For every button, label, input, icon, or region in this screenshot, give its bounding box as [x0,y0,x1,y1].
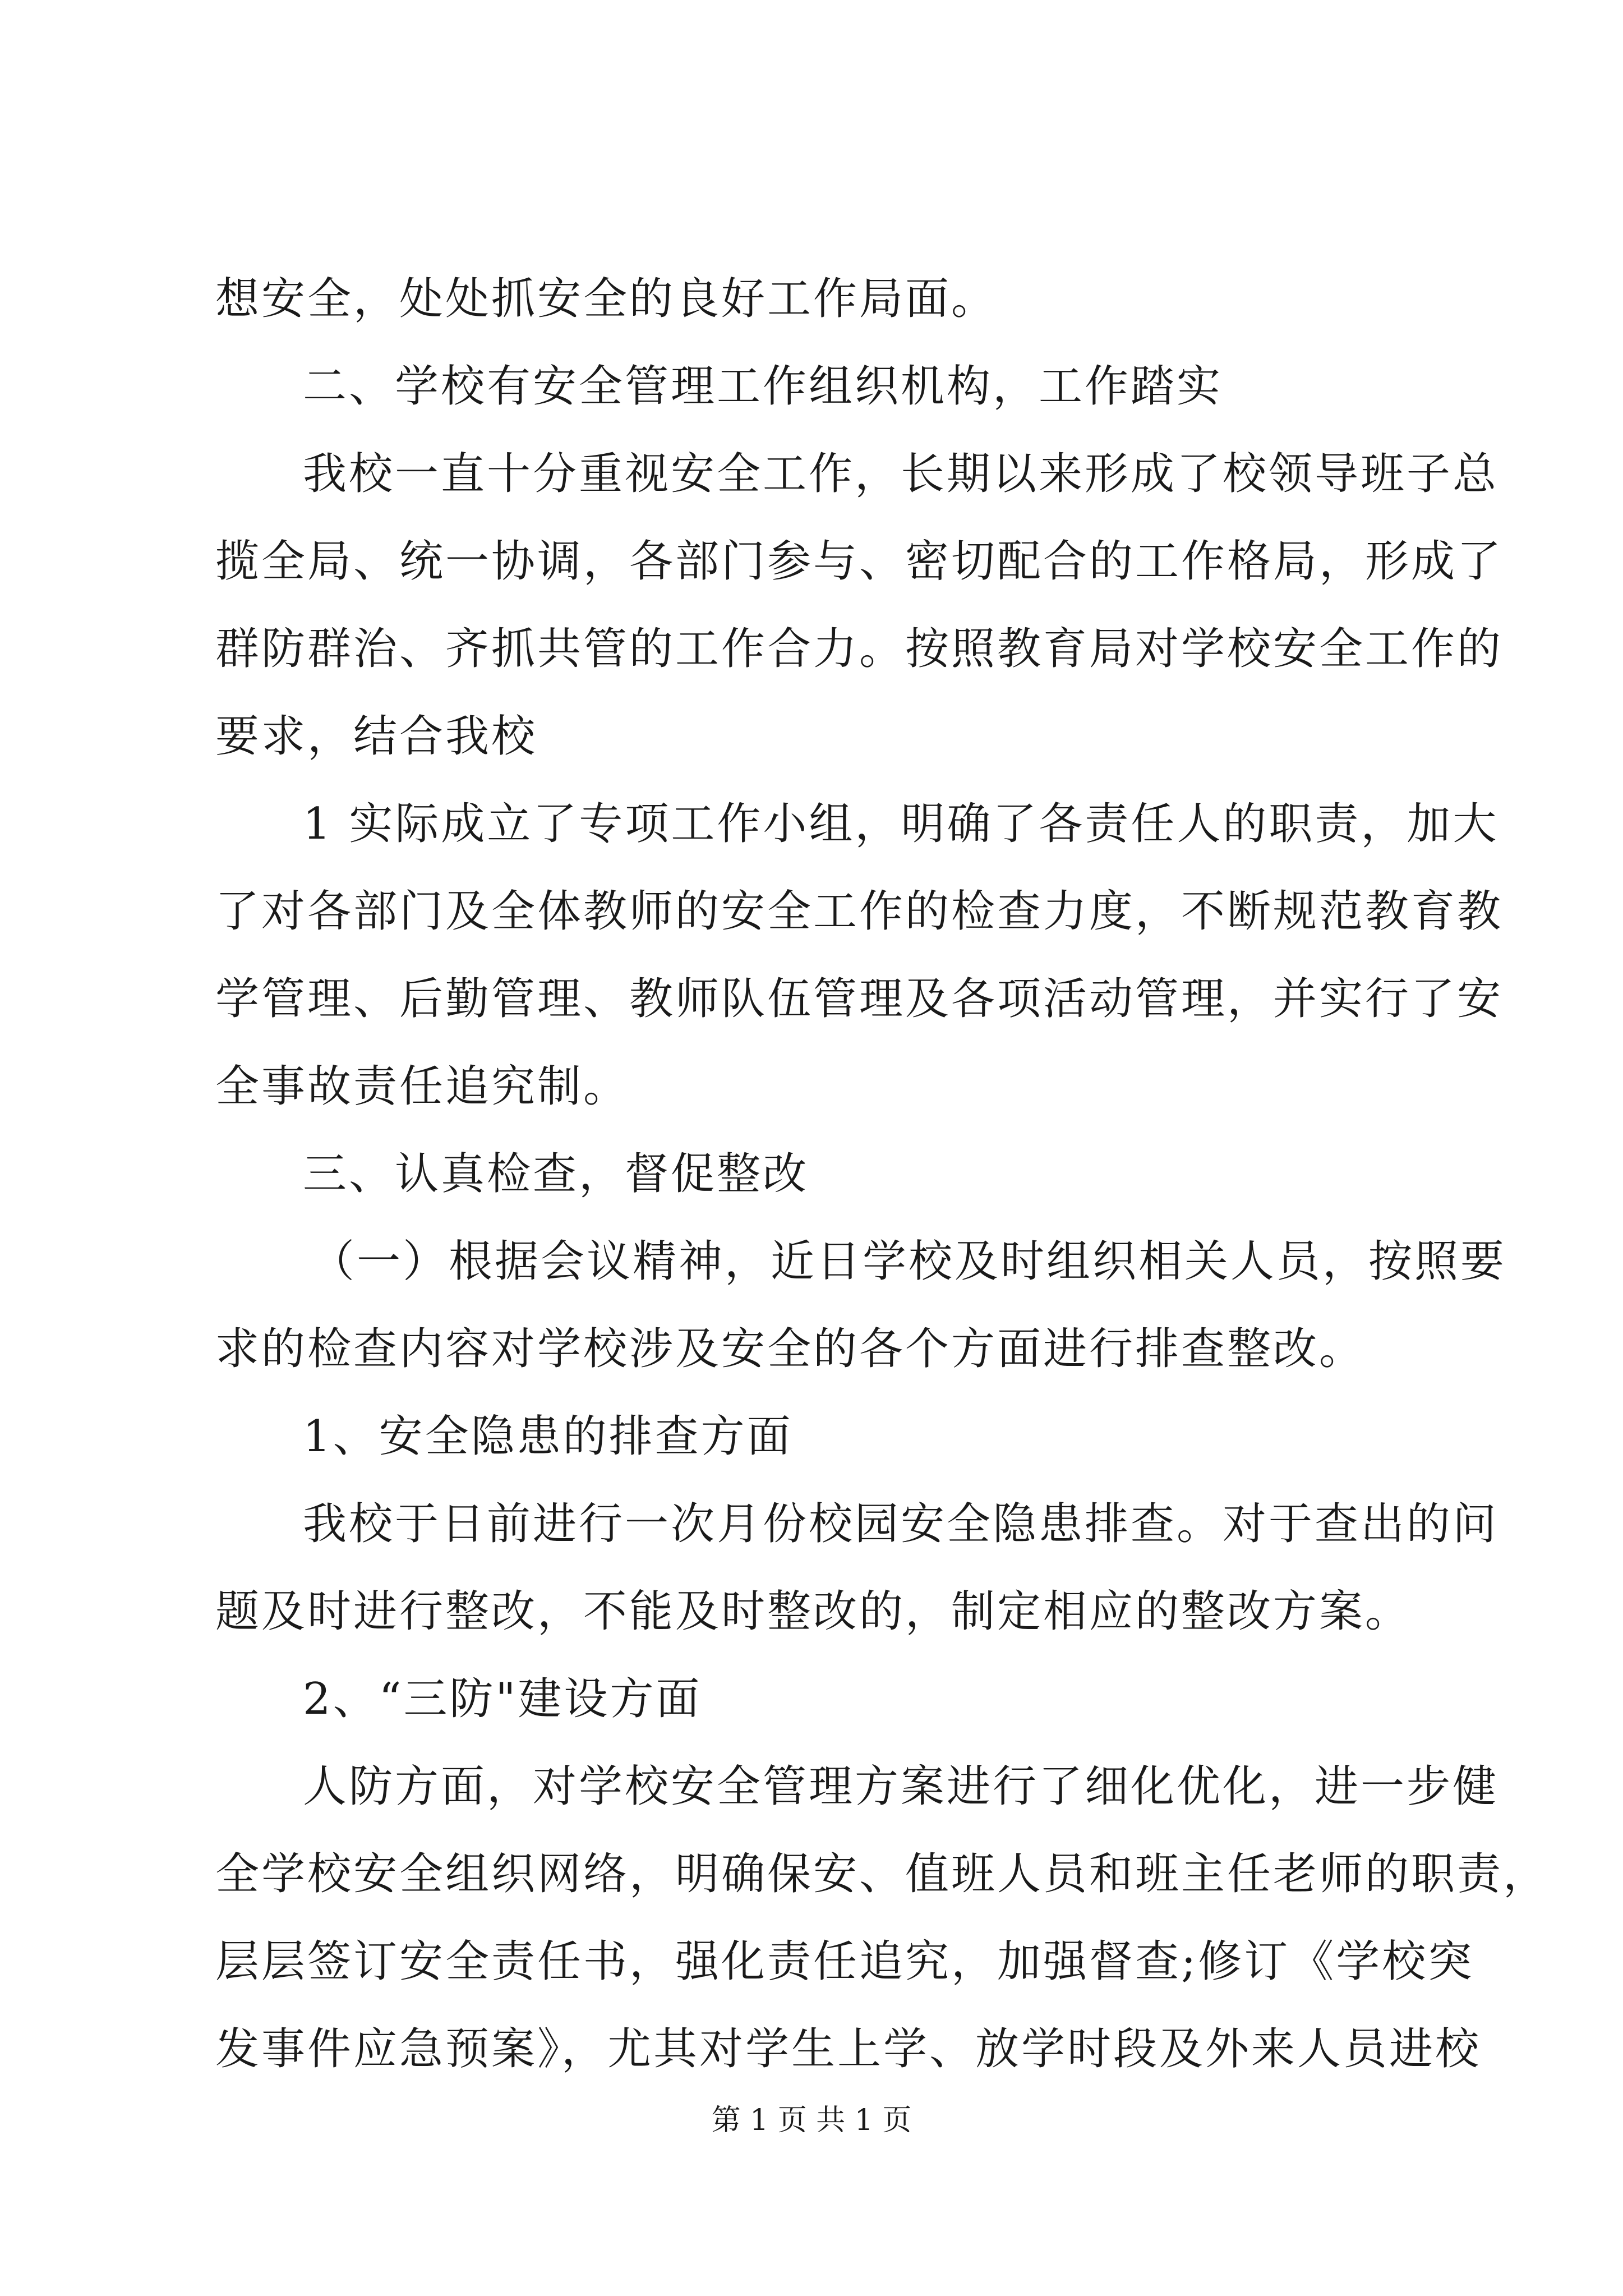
text-line: 人防方面，对学校安全管理方案进行了细化优化，进一步健 [303,1761,1499,1812]
text-line: 全事故责任追究制。 [215,1061,630,1112]
text-line: 我校一直十分重视安全工作，长期以来形成了校领导班子总 [303,449,1499,499]
section-heading: 三、认真检查，督促整改 [303,1149,809,1199]
text-line: 求的检查内容对学校涉及安全的各个方面进行排查整改。 [215,1324,1366,1374]
text-line: （一）根据会议精神，近日学校及时组织相关人员，按照要 [311,1236,1507,1287]
page-number-footer: 第 1 页 共 1 页 [711,2104,912,2137]
text-line: 1 实际成立了专项工作小组，明确了各责任人的职责，加大 [303,799,1499,849]
text-line: 揽全局、统一协调，各部门参与、密切配合的工作格局，形成了 [215,536,1504,587]
text-line: 想安全，处处抓安全的良好工作局面。 [215,274,998,324]
section-heading: 二、学校有安全管理工作组织机构，工作踏实 [303,361,1223,412]
text-line: 要求，结合我校 [215,711,538,762]
text-line: 群防群治、齐抓共管的工作合力。按照教育局对学校安全工作的 [215,624,1504,674]
subsection-heading: 1、安全隐患的排查方面 [303,1411,793,1462]
text-line: 发事件应急预案》，尤其对学生上学、放学时段及外来人员进校 [215,2024,1482,2074]
text-line: 我校于日前进行一次月份校园安全隐患排查。对于查出的问 [303,1499,1499,1549]
text-line: 全学校安全组织网络，明确保安、值班人员和班主任老师的职责， [215,1849,1550,1899]
text-line: 学管理、后勤管理、教师队伍管理及各项活动管理，并实行了安 [215,974,1504,1024]
text-line: 了对各部门及全体教师的安全工作的检查力度，不断规范教育教 [215,886,1504,937]
text-line: 层层签订安全责任书，强化责任追究，加强督查;修订《学校突 [215,1936,1474,1987]
subsection-heading: 2、“三防"建设方面 [303,1674,702,1724]
text-line: 题及时进行整改，不能及时整改的，制定相应的整改方案。 [215,1586,1412,1637]
